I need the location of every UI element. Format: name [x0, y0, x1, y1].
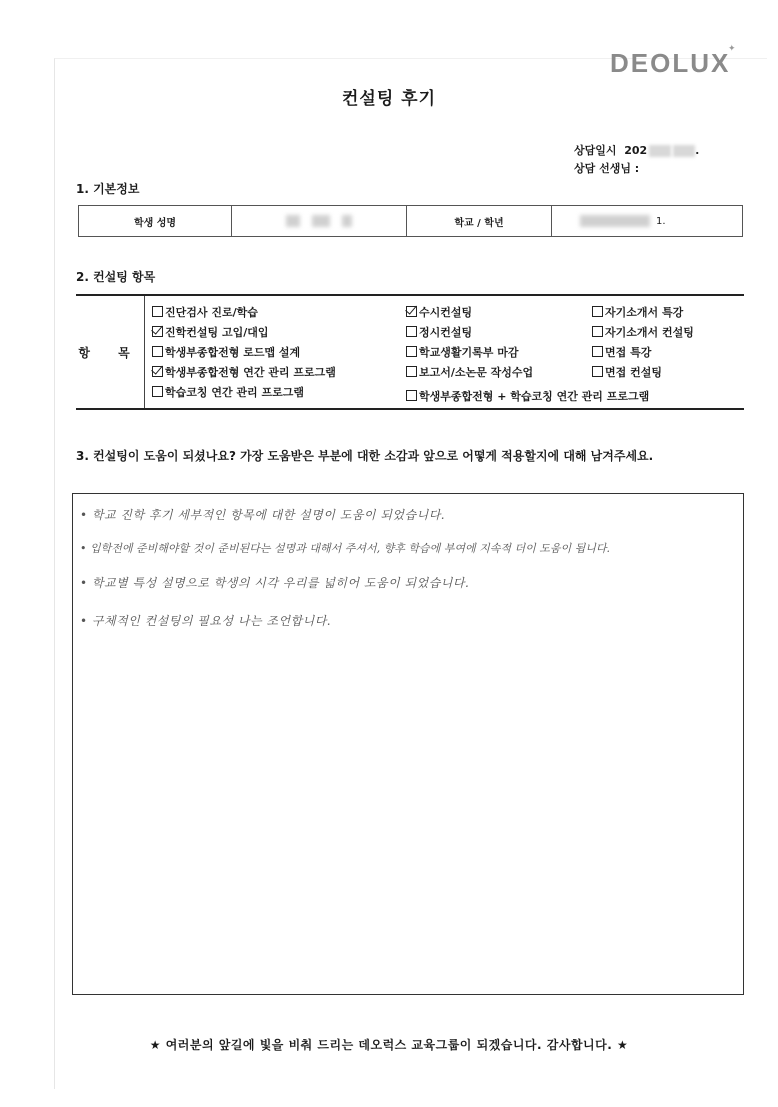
items-row-label: 항 목	[76, 296, 145, 408]
option-learning-coaching[interactable]: 학습코칭 연간 관리 프로그램	[152, 384, 304, 400]
brand-logo: DEOLUX	[610, 48, 731, 78]
checkbox[interactable]	[406, 366, 417, 377]
option-admission-consulting[interactable]: 진학컨설팅 고입/대입	[152, 324, 268, 340]
section-basic-info-heading: 1. 기본정보	[76, 182, 140, 196]
counselor-name: 상담 선생님 :	[574, 162, 640, 175]
redacted-date-2	[673, 145, 695, 157]
option-annual-program[interactable]: 학생부종합전형 연간 관리 프로그램	[152, 364, 336, 380]
option-roadmap-design[interactable]: 학생부종합전형 로드맵 설계	[152, 344, 300, 360]
basic-info-table	[78, 205, 743, 237]
redacted-date	[649, 145, 671, 157]
checkbox[interactable]	[592, 346, 603, 357]
checkbox[interactable]	[152, 386, 163, 397]
student-name-label: 학생 성명	[79, 206, 232, 237]
answer-line-1: • 학교 진학 후기 세부적인 항목에 대한 설명이 도움이 되었습니다.	[80, 508, 446, 522]
checkbox[interactable]	[406, 326, 417, 337]
checkbox[interactable]	[592, 306, 603, 317]
footer-message: ★ 여러분의 앞길에 빛을 비춰 드리는 데오럭스 교육그룹이 되겠습니다. 감사합니다. ★	[149, 1038, 629, 1052]
option-interview-lecture[interactable]: 면접 특강	[592, 344, 651, 360]
sparkle-icon: ✦	[728, 44, 736, 54]
checkbox-checked[interactable]	[152, 326, 163, 337]
school-grade-value: 1.	[552, 206, 743, 237]
checkbox[interactable]	[592, 326, 603, 337]
consult-date: 상담일시 202 .	[574, 144, 700, 157]
option-essay-consulting[interactable]: 자기소개서 컨설팅	[592, 324, 694, 340]
option-early-admission[interactable]: 수시컨설팅	[406, 304, 472, 320]
answer-line-3: • 학교별 특성 설명으로 학생의 시각 우리를 넓히어 도움이 되었습니다.	[80, 576, 470, 590]
checkbox-checked[interactable]	[152, 366, 163, 377]
checkbox[interactable]	[406, 390, 417, 401]
feedback-question: 3. 컨설팅이 도움이 되셨나요? 가장 도움받은 부분에 대한 소감과 앞으로 어떻게 적용할지에 대해 남겨주세요.	[76, 449, 654, 463]
feedback-answer-box[interactable]	[72, 493, 744, 995]
checkbox[interactable]	[152, 306, 163, 317]
option-essay-lecture[interactable]: 자기소개서 특강	[592, 304, 683, 320]
student-name-value	[232, 206, 407, 237]
checkbox-checked[interactable]	[406, 306, 417, 317]
school-grade-label: 학교 / 학년	[407, 206, 552, 237]
option-report-writing[interactable]: 보고서/소논문 작성수업	[406, 364, 533, 380]
checkbox[interactable]	[152, 346, 163, 357]
section-items-heading: 2. 컨설팅 항목	[76, 270, 156, 284]
checkbox[interactable]	[592, 366, 603, 377]
answer-line-2: • 입학전에 준비해야할 것이 준비된다는 설명과 대해서 주셔서, 향후 학습에 부여에 지속적 더이 도움이 됩니다.	[80, 542, 610, 555]
option-combo-program[interactable]: 학생부종합전형 + 학습코칭 연간 관리 프로그램	[406, 388, 649, 404]
option-regular-admission[interactable]: 정시컨설팅	[406, 324, 472, 340]
checkbox[interactable]	[406, 346, 417, 357]
option-interview-consulting[interactable]: 면접 컨설팅	[592, 364, 662, 380]
option-diagnostic-test[interactable]: 진단검사 진로/학습	[152, 304, 258, 320]
page-title: 컨설팅 후기	[341, 89, 437, 109]
answer-line-4: • 구체적인 컨설팅의 필요성 나는 조언합니다.	[80, 614, 332, 628]
option-school-record[interactable]: 학교생활기록부 마감	[406, 344, 518, 360]
consulting-items-table	[76, 294, 744, 410]
